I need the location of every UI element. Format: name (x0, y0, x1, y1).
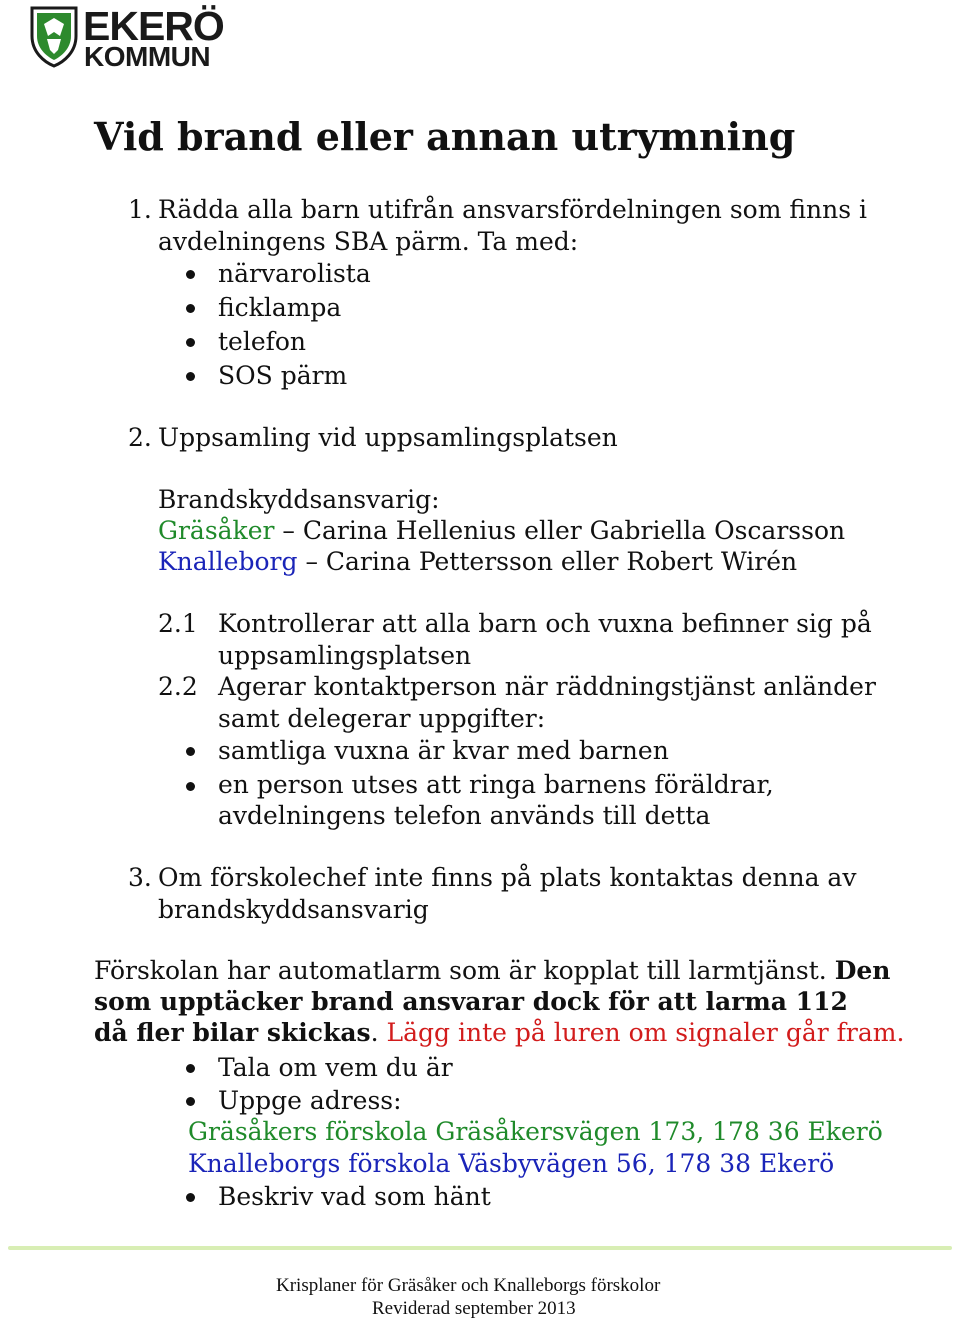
step1-text-line1: Rädda alla barn utifrån ansvarsfördelningen som finns i (158, 195, 868, 224)
bullet-icon (186, 270, 195, 279)
alarm-warning-text: Lägg inte på luren om signaler går fram. (386, 1018, 905, 1047)
step2-1-text-line2: uppsamlingsplatsen (218, 641, 472, 670)
list-item: Tala om vem du är (218, 1053, 453, 1082)
list-item: samtliga vuxna är kvar med barnen (218, 736, 669, 765)
bullet-icon (186, 1097, 195, 1106)
bullet-icon (186, 338, 195, 347)
alarm-text-line1 (94, 955, 890, 987)
logo-name: EKERÖ (83, 3, 224, 49)
site-name-grasaker: Gräsåker (158, 516, 275, 545)
footer-title: Krisplaner för Gräsåker och Knalleborgs förskolor (276, 1275, 661, 1296)
step3-text-line1: Om förskolechef inte finns på plats kontaktas denna av (158, 863, 857, 892)
step-number: 1. (128, 195, 152, 224)
alarm-period: . (370, 1018, 379, 1047)
footer-divider (8, 1246, 952, 1250)
bullet-icon (186, 372, 195, 381)
step-number: 2.1 (158, 609, 198, 638)
alarm-normal-text: Förskolan har automatlarm som är kopplat till larmtjänst. (94, 956, 827, 985)
address-grasaker: Gräsåkers förskola Gräsåkersvägen 173, 178 36 Ekerö (188, 1117, 883, 1146)
site-name-knalleborg: Knalleborg (158, 547, 298, 576)
step2-1-text-line1: Kontrollerar att alla barn och vuxna befinner sig på (218, 609, 872, 638)
logo-subname: KOMMUN (84, 41, 211, 72)
step-number: 3. (128, 863, 152, 892)
footer-revision: Reviderad september 2013 (372, 1298, 576, 1319)
bullet-icon (186, 782, 195, 791)
list-item: Uppge adress: (218, 1086, 402, 1115)
responsible-site2 (158, 546, 797, 578)
alarm-bold-text: Den (834, 956, 891, 985)
bullet-icon (186, 1193, 195, 1202)
bullet-icon (186, 304, 195, 313)
step-number: 2. (128, 423, 152, 452)
list-item: ficklampa (218, 293, 342, 322)
list-item: närvarolista (218, 259, 371, 288)
list-item-continuation: avdelningens telefon används till detta (218, 801, 711, 830)
address-knalleborg: Knalleborgs förskola Väsbyvägen 56, 178 38 Ekerö (188, 1149, 835, 1178)
alarm-bold-text: då fler bilar skickas (94, 1018, 371, 1047)
logo (28, 3, 224, 72)
page-title: Vid brand eller annan utrymning (94, 114, 796, 159)
step2-2-text-line1: Agerar kontaktperson när räddningstjänst anländer (218, 672, 876, 701)
coat-of-arms-icon (30, 6, 78, 68)
step2-text: Uppsamling vid uppsamlingsplatsen (158, 423, 618, 452)
bullet-icon (186, 1064, 195, 1073)
step-number: 2.2 (158, 672, 198, 701)
responsible-site1 (158, 515, 845, 547)
alarm-text-line3 (94, 1017, 904, 1049)
step1-text-line2: avdelningens SBA pärm. Ta med: (158, 227, 579, 256)
list-item: telefon (218, 327, 307, 356)
bullet-icon (186, 747, 195, 756)
site-people: – Carina Pettersson eller Robert Wirén (305, 547, 798, 576)
step3-text-line2: brandskyddsansvarig (158, 895, 429, 924)
step2-2-text-line2: samt delegerar uppgifter: (218, 704, 546, 733)
site-people: – Carina Hellenius eller Gabriella Oscarsson (282, 516, 846, 545)
list-item: SOS pärm (218, 361, 348, 390)
list-item: en person utses att ringa barnens föräldrar, (218, 770, 774, 799)
list-item: Beskriv vad som hänt (218, 1182, 491, 1211)
responsible-label: Brandskyddsansvarig: (158, 485, 440, 514)
alarm-text-line2: som upptäcker brand ansvarar dock för att larma 112 (94, 987, 848, 1016)
